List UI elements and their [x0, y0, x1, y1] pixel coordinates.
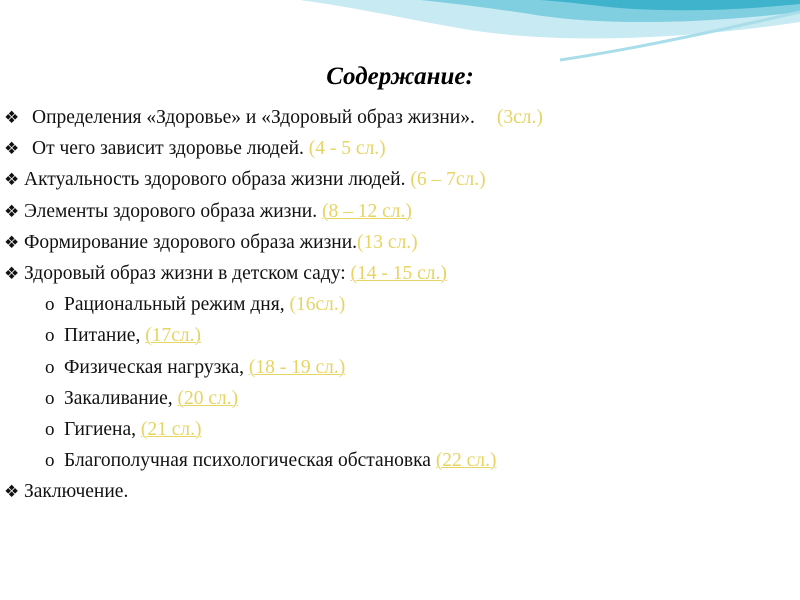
toc-item-text: Физическая нагрузка,: [64, 356, 245, 378]
toc-item-text: Формирование здорового образа жизни.: [24, 231, 358, 253]
toc-item-text: Благополучная психологическая обстановка: [64, 450, 431, 472]
toc-item-text: Гигиена,: [64, 418, 137, 440]
toc-subitem: [4, 445, 794, 476]
toc-subitem: [4, 320, 794, 351]
diamond-icon: ❖: [4, 201, 20, 222]
diamond-icon: ❖: [4, 263, 20, 284]
toc-item-text: Закаливание,: [64, 387, 173, 409]
slide-ref-link[interactable]: (17сл.): [145, 325, 201, 347]
toc-item: [4, 258, 794, 289]
toc-item: [4, 133, 794, 164]
slide-ref-link[interactable]: (13 сл.): [357, 231, 418, 253]
circle-icon: o: [45, 356, 55, 378]
diamond-icon: ❖: [4, 482, 20, 503]
slide-ref-link[interactable]: (6 – 7сл.): [410, 169, 486, 191]
toc-item: [4, 164, 794, 195]
toc-subitem: [4, 352, 794, 383]
toc-item-text: Актуальность здорового образа жизни людей.: [24, 169, 406, 191]
circle-icon: o: [45, 387, 55, 409]
diamond-icon: ❖: [4, 108, 20, 128]
toc-item-text: От чего зависит здоровье людей.: [32, 138, 304, 160]
toc-item-text: Здоровый образ жизни в детском саду:: [24, 262, 346, 284]
toc-item-text: Элементы здорового образа жизни.: [24, 200, 318, 222]
toc-item-text: Рациональный режим дня,: [64, 294, 285, 316]
toc-subitem: [4, 383, 794, 414]
slide-ref-link[interactable]: (3сл.): [496, 107, 543, 128]
diamond-icon: ❖: [4, 139, 20, 160]
slide-ref-link[interactable]: (14 - 15 сл.): [350, 262, 447, 284]
slide-ref-link[interactable]: (18 - 19 сл.): [248, 356, 346, 378]
toc-subitem: [4, 289, 794, 320]
toc-item: [4, 227, 794, 258]
toc-item-text: Определения «Здоровье» и «Здоровый образ жизни».: [32, 107, 475, 128]
slide-ref-link[interactable]: (22 сл.): [435, 450, 497, 472]
toc-subitem: [4, 414, 794, 445]
toc-item-text: Питание,: [64, 325, 141, 347]
slide-ref-link[interactable]: (4 - 5 сл.): [308, 138, 386, 160]
circle-icon: o: [45, 325, 55, 347]
slide-ref-link[interactable]: (21 сл.): [140, 418, 202, 440]
diamond-icon: ❖: [4, 170, 20, 191]
table-of-contents: [4, 102, 794, 507]
toc-item-text: Заключение.: [24, 481, 129, 503]
slide-ref-link[interactable]: (8 – 12 сл.): [321, 200, 412, 222]
circle-icon: o: [45, 450, 55, 472]
toc-item: [4, 102, 794, 133]
circle-icon: o: [45, 294, 55, 316]
diamond-icon: ❖: [4, 232, 20, 253]
circle-icon: o: [45, 418, 55, 440]
toc-item: [4, 196, 794, 227]
slide-ref-link[interactable]: (20 сл.): [177, 387, 239, 409]
toc-item: [4, 476, 794, 507]
slide-title: Содержание:: [326, 63, 474, 90]
slide-ref-link[interactable]: (16сл.): [289, 294, 346, 316]
